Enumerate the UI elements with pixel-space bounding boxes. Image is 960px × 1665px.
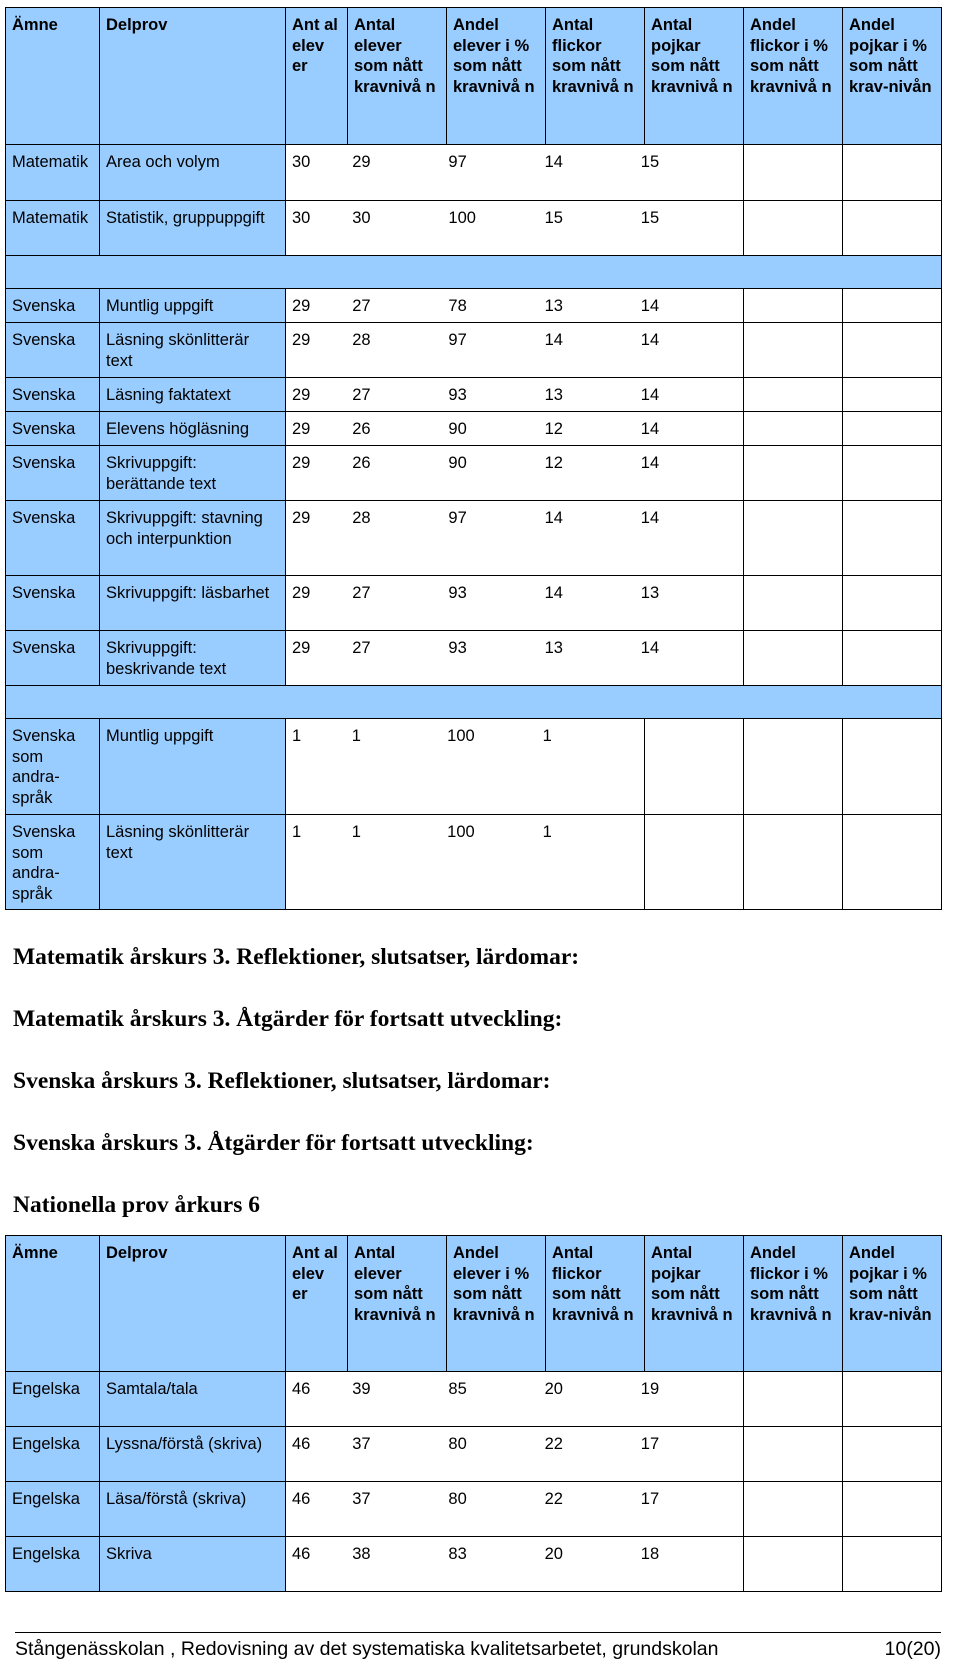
empty-cell — [744, 1427, 843, 1482]
value: 46 — [292, 1490, 311, 1508]
heading-matematik-atgarder: Matematik årskurs 3. Åtgärder för fortsatt utveckling: — [13, 1006, 563, 1032]
empty-cell — [744, 1482, 843, 1537]
header-cell: Ant al elev er — [286, 8, 348, 145]
header-cell: Delprov — [100, 8, 286, 145]
empty-cell — [843, 1427, 942, 1482]
value: 12 — [544, 420, 563, 438]
value: 1 — [292, 727, 302, 745]
value: 15 — [544, 209, 563, 227]
header-cell: Ant al elev er — [286, 1236, 348, 1372]
value: 78 — [448, 297, 467, 315]
value: 17 — [640, 1490, 660, 1508]
value: 97 — [448, 331, 467, 349]
values-cell — [286, 576, 744, 631]
header-cell: Antal flickor som nått kravnivå n — [546, 8, 645, 145]
part-cell: Läsa/förstå (skriva) — [100, 1482, 286, 1537]
values-cell — [286, 145, 744, 201]
header-cell: Antal pojkar som nått kravnivå n — [645, 8, 744, 145]
header-cell: Antal elever som nått kravnivå n — [348, 1236, 447, 1372]
value: 27 — [352, 386, 371, 404]
table-row — [6, 719, 942, 815]
values-cell — [286, 719, 645, 815]
value: 93 — [448, 386, 467, 404]
value: 27 — [352, 584, 371, 602]
header-cell: Andel flickor i % som nått kravnivå n — [744, 8, 843, 145]
empty-cell — [843, 378, 942, 412]
table-row — [6, 1372, 942, 1427]
value: 97 — [448, 153, 467, 171]
value: 1 — [292, 823, 302, 841]
table-row — [6, 145, 942, 201]
value: 1 — [542, 727, 552, 745]
table-row — [6, 501, 942, 576]
value: 37 — [352, 1435, 371, 1453]
empty-cell — [744, 576, 843, 631]
table-row — [6, 1482, 942, 1537]
header-cell: Andel pojkar i % som nått krav-nivån — [843, 1236, 942, 1372]
value: 30 — [352, 209, 371, 227]
part-cell: Area och volym — [100, 145, 286, 201]
value: 29 — [292, 454, 311, 472]
subject-cell: Svenska som andra-språk — [6, 719, 100, 815]
value: 26 — [352, 420, 371, 438]
values-cell — [286, 412, 744, 446]
value: 13 — [544, 639, 563, 657]
values-cell — [286, 1427, 744, 1482]
empty-cell — [744, 145, 843, 201]
empty-cell — [843, 1482, 942, 1537]
part-cell: Skrivuppgift: beskrivande text — [100, 631, 286, 686]
value: 100 — [447, 727, 475, 745]
value: 46 — [292, 1380, 311, 1398]
header-cell: Ämne — [6, 1236, 100, 1372]
empty-cell — [843, 576, 942, 631]
part-cell: Lyssna/förstå (skriva) — [100, 1427, 286, 1482]
values-cell — [286, 501, 744, 576]
subject-cell: Svenska — [6, 631, 100, 686]
header-cell: Andel elever i % som nått kravnivå n — [447, 1236, 546, 1372]
values-cell — [286, 1372, 744, 1427]
empty-cell — [843, 289, 942, 323]
value: 46 — [292, 1435, 311, 1453]
spacer-row — [6, 256, 942, 289]
part-cell: Muntlig uppgift — [100, 719, 286, 815]
value: 22 — [544, 1435, 563, 1453]
part-cell: Läsning faktatext — [100, 378, 286, 412]
value: 29 — [292, 509, 311, 527]
part-cell: Elevens högläsning — [100, 412, 286, 446]
values-cell — [286, 815, 645, 910]
empty-cell — [843, 1372, 942, 1427]
table-row — [6, 631, 942, 686]
value: 14 — [544, 153, 563, 171]
value: 14 — [544, 509, 563, 527]
values-cell — [286, 1482, 744, 1537]
part-cell: Läsning skönlitterär text — [100, 815, 286, 910]
value: 28 — [352, 331, 371, 349]
empty-cell — [744, 1537, 843, 1592]
value: 22 — [544, 1490, 563, 1508]
values-cell — [286, 289, 744, 323]
part-cell: Skrivuppgift: stavning och interpunktion — [100, 501, 286, 576]
value: 12 — [544, 454, 563, 472]
empty-cell — [843, 501, 942, 576]
part-cell: Läsning skönlitterär text — [100, 323, 286, 378]
subject-cell: Engelska — [6, 1482, 100, 1537]
value: 83 — [448, 1545, 467, 1563]
values-cell — [286, 1537, 744, 1592]
part-cell: Muntlig uppgift — [100, 289, 286, 323]
empty-cell — [744, 719, 843, 815]
results-table-arskurs-3 — [5, 7, 942, 910]
table-row — [6, 446, 942, 501]
value: 1 — [542, 823, 552, 841]
value: 14 — [640, 454, 660, 472]
value: 14 — [640, 509, 660, 527]
value: 80 — [448, 1435, 467, 1453]
subject-cell: Svenska som andra-språk — [6, 815, 100, 910]
values-cell — [286, 323, 744, 378]
value: 100 — [448, 209, 476, 227]
value: 29 — [292, 420, 311, 438]
table-row — [6, 1537, 942, 1592]
empty-cell — [843, 1537, 942, 1592]
subject-cell: Svenska — [6, 576, 100, 631]
value: 1 — [351, 727, 361, 745]
heading-nationella-prov: Nationella prov årkurs 6 — [13, 1192, 260, 1218]
value: 100 — [447, 823, 475, 841]
value: 93 — [448, 639, 467, 657]
empty-cell — [843, 201, 942, 256]
value: 14 — [640, 297, 660, 315]
value: 29 — [292, 584, 311, 602]
value: 93 — [448, 584, 467, 602]
empty-cell — [744, 378, 843, 412]
value: 20 — [544, 1545, 563, 1563]
empty-cell — [744, 446, 843, 501]
header-cell: Antal flickor som nått kravnivå n — [546, 1236, 645, 1372]
value: 80 — [448, 1490, 467, 1508]
value: 85 — [448, 1380, 467, 1398]
value: 14 — [544, 584, 563, 602]
heading-svenska-atgarder: Svenska årskurs 3. Åtgärder för fortsatt utveckling: — [13, 1130, 534, 1156]
value: 13 — [544, 386, 563, 404]
table-header-row — [6, 8, 942, 145]
header-cell: Delprov — [100, 1236, 286, 1372]
value: 30 — [292, 153, 311, 171]
table-row — [6, 201, 942, 256]
value: 27 — [352, 639, 371, 657]
empty-cell — [744, 201, 843, 256]
footer-text: Stångenässkolan , Redovisning av det systematiska kvalitetsarbetet, grundskolan — [15, 1638, 719, 1660]
value: 46 — [292, 1545, 311, 1563]
value: 28 — [352, 509, 371, 527]
empty-cell — [843, 446, 942, 501]
empty-cell — [645, 815, 744, 910]
value: 29 — [292, 297, 311, 315]
subject-cell: Engelska — [6, 1537, 100, 1592]
value: 29 — [292, 386, 311, 404]
part-cell: Skriva — [100, 1537, 286, 1592]
empty-cell — [843, 719, 942, 815]
empty-cell — [843, 412, 942, 446]
table-row — [6, 1427, 942, 1482]
value: 38 — [352, 1545, 371, 1563]
subject-cell: Svenska — [6, 378, 100, 412]
subject-cell: Svenska — [6, 412, 100, 446]
value: 14 — [640, 386, 660, 404]
header-cell: Andel elever i % som nått kravnivå n — [447, 8, 546, 145]
values-cell — [286, 378, 744, 412]
value: 97 — [448, 509, 467, 527]
empty-cell — [744, 631, 843, 686]
value: 29 — [292, 331, 311, 349]
part-cell: Skrivuppgift: läsbarhet — [100, 576, 286, 631]
header-cell: Andel pojkar i % som nått krav-nivån — [843, 8, 942, 145]
table-header-row — [6, 1236, 942, 1372]
heading-matematik-reflektioner: Matematik årskurs 3. Reflektioner, slutsatser, lärdomar: — [13, 944, 580, 970]
value: 90 — [448, 454, 467, 472]
empty-cell — [843, 815, 942, 910]
empty-cell — [843, 323, 942, 378]
results-table-arskurs-6 — [5, 1235, 942, 1592]
table-row — [6, 576, 942, 631]
subject-cell: Svenska — [6, 289, 100, 323]
part-cell: Statistik, gruppuppgift — [100, 201, 286, 256]
header-cell: Andel flickor i % som nått kravnivå n — [744, 1236, 843, 1372]
value: 20 — [544, 1380, 563, 1398]
empty-cell — [744, 323, 843, 378]
table-row — [6, 289, 942, 323]
value: 27 — [352, 297, 371, 315]
header-cell: Ämne — [6, 8, 100, 145]
empty-cell — [744, 1372, 843, 1427]
value: 1 — [351, 823, 361, 841]
header-cell: Antal pojkar som nått kravnivå n — [645, 1236, 744, 1372]
empty-cell — [744, 501, 843, 576]
value: 17 — [640, 1435, 660, 1453]
value: 37 — [352, 1490, 371, 1508]
page-number: 10(20) — [884, 1638, 941, 1660]
heading-svenska-reflektioner: Svenska årskurs 3. Reflektioner, slutsatser, lärdomar: — [13, 1068, 551, 1094]
values-cell — [286, 201, 744, 256]
value: 26 — [352, 454, 371, 472]
empty-cell — [843, 631, 942, 686]
value: 14 — [640, 331, 660, 349]
subject-cell: Svenska — [6, 323, 100, 378]
empty-cell — [843, 145, 942, 201]
value: 29 — [292, 639, 311, 657]
subject-cell: Engelska — [6, 1427, 100, 1482]
values-cell — [286, 446, 744, 501]
table-row — [6, 323, 942, 378]
empty-cell — [744, 412, 843, 446]
value: 15 — [640, 153, 660, 171]
value: 14 — [640, 420, 660, 438]
value: 15 — [640, 209, 660, 227]
page-footer — [15, 1632, 941, 1663]
value: 19 — [640, 1380, 660, 1398]
empty-cell — [744, 289, 843, 323]
part-cell: Samtala/tala — [100, 1372, 286, 1427]
table-row — [6, 815, 942, 910]
value: 30 — [292, 209, 311, 227]
spacer-row — [6, 686, 942, 719]
values-cell — [286, 631, 744, 686]
subject-cell: Svenska — [6, 446, 100, 501]
value: 13 — [544, 297, 563, 315]
value: 13 — [640, 584, 660, 602]
value: 14 — [640, 639, 660, 657]
value: 39 — [352, 1380, 371, 1398]
value: 90 — [448, 420, 467, 438]
value: 18 — [640, 1545, 660, 1563]
header-cell: Antal elever som nått kravnivå n — [348, 8, 447, 145]
value: 14 — [544, 331, 563, 349]
value: 29 — [352, 153, 371, 171]
table-row — [6, 412, 942, 446]
subject-cell: Matematik — [6, 145, 100, 201]
empty-cell — [744, 815, 843, 910]
empty-cell — [645, 719, 744, 815]
table-row — [6, 378, 942, 412]
subject-cell: Svenska — [6, 501, 100, 576]
subject-cell: Matematik — [6, 201, 100, 256]
subject-cell: Engelska — [6, 1372, 100, 1427]
part-cell: Skrivuppgift: berättande text — [100, 446, 286, 501]
